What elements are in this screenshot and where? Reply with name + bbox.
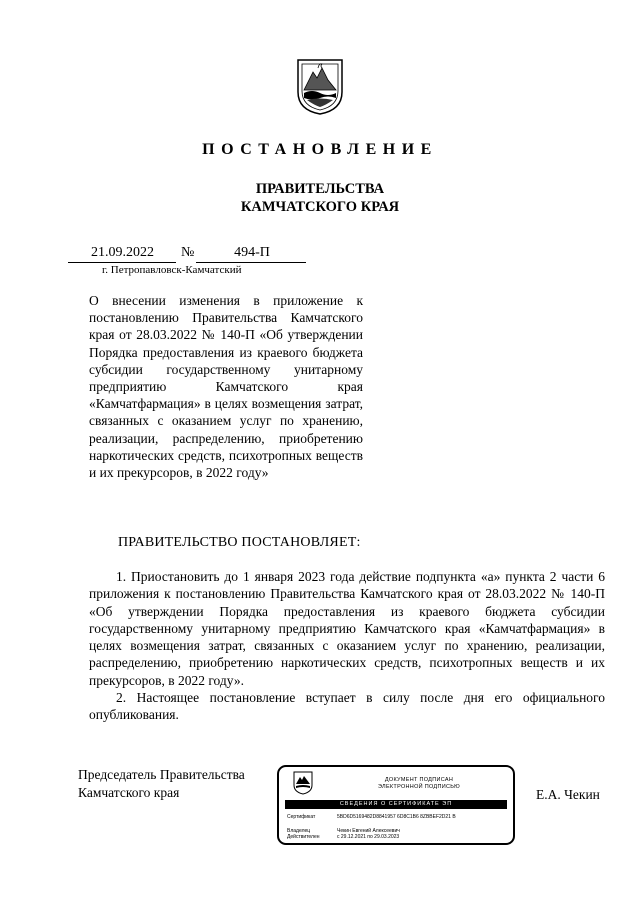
document-title: ПОСТАНОВЛЕНИЕ [202, 141, 438, 158]
authority-line-2: КАМЧАТСКОГО КРАЯ [240, 199, 400, 215]
stamp-valid-value: с 29.12.2021 по 29.03.2023 [337, 834, 400, 840]
document-body [89, 568, 605, 724]
signatory-position-line-2: Камчатского края [78, 785, 180, 800]
number-underline [196, 262, 306, 263]
stamp-cert-label: Сертификат [287, 814, 316, 820]
document-date: 21.09.2022 [91, 245, 154, 260]
document-subject: О внесении изменения в приложение к постановлению Правительства Камчатского края от 28.03.2022 № 140-П «Об утверждении Порядка предоставления из краевого бюджета субсидии государственному унитарному предприятию Камчатского края «Камчатфармация» в целях возмещения затрат, связанных с оказанием услуг по хранению, реализации, распределению, приобретению наркотических средств, психотропных веществ и их прекурсоров, в 2022 году» [89, 293, 363, 481]
coat-of-arms-icon [296, 58, 344, 116]
stamp-valid-label: Действителен [287, 834, 320, 840]
stamp-owner-value: Чекин Евгений Алексеевич [337, 828, 400, 834]
stamp-emblem-icon [293, 771, 313, 795]
stamp-heading-line-1: ДОКУМЕНТ ПОДПИСАН [384, 777, 454, 783]
authority-line-1: ПРАВИТЕЛЬСТВА [255, 181, 385, 197]
stamp-heading-line-2: ЭЛЕКТРОННОЙ ПОДПИСЬЮ [377, 784, 461, 790]
signatory-position-line-1: Председатель Правительства [78, 767, 245, 782]
stamp-certificate-bar: СВЕДЕНИЯ О СЕРТИФИКАТЕ ЭП [285, 800, 507, 809]
electronic-signature-stamp [277, 765, 515, 845]
body-paragraph-1: 1. Приостановить до 1 января 2023 года действие подпункта «а» пункта 2 части 6 приложения к постановлению Правительства Камчатского края от 28.03.2022 № 140-П «Об утверждении Порядка предоставления из краевого бюджета субсидии государственному унитарному предприятию Камчатского края «Камчатфармация» в целях возмещения затрат, связанных с оказанием услуг по хранению, реализации, распределению, приобретению наркотических средств, психотропных веществ и их прекурсоров, в 2022 году». [89, 569, 605, 688]
stamp-cert-value: 5BD6D5169482D8841957 6D8C1B6 8ZBBEF2D21 B [337, 814, 456, 820]
signatory-name: Е.А. Чекин [536, 787, 600, 802]
document-city: г. Петропавловск-Камчатский [102, 264, 242, 276]
decree-heading: ПРАВИТЕЛЬСТВО ПОСТАНОВЛЯЕТ: [118, 535, 361, 550]
stamp-heading [339, 777, 499, 791]
number-sign: № [181, 245, 195, 260]
issuing-authority [0, 180, 640, 216]
body-paragraph-2: 2. Настоящее постановление вступает в силу после дня его официального опубликования. [89, 690, 605, 723]
signatory-position [78, 766, 245, 802]
date-underline [68, 262, 176, 263]
stamp-owner-label: Владелец [287, 828, 311, 834]
document-number: 494-П [234, 245, 270, 260]
